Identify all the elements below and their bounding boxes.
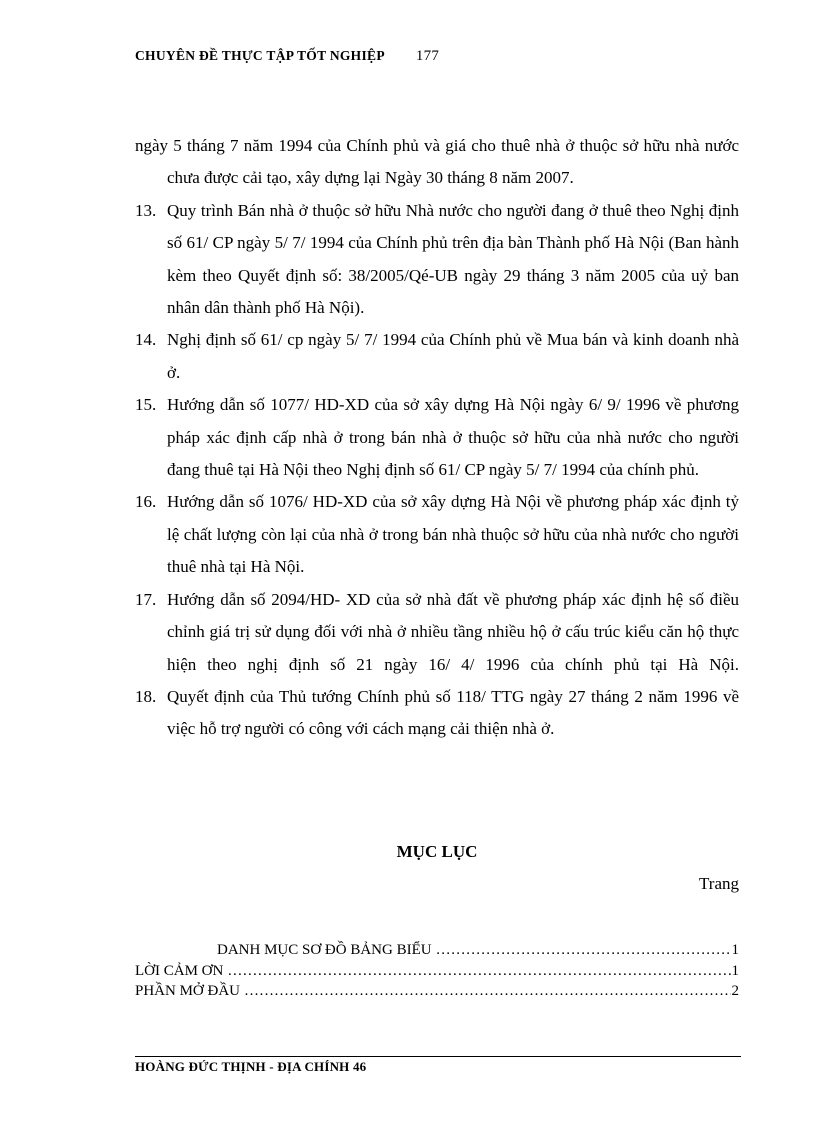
reference-list — [135, 195, 739, 746]
continued-reference — [135, 130, 739, 195]
reference-number: 17. — [135, 589, 157, 609]
toc-page-column-label: Trang — [699, 874, 739, 893]
reference-item-15 — [135, 389, 739, 486]
reference-number: 15. — [135, 395, 157, 415]
continued-line-1: ngày 5 tháng 7 năm 1994 của Chính phủ và giá cho thuê nhà ở thuộc sở hữu — [135, 136, 670, 155]
reference-item-17 — [135, 584, 739, 681]
body-text — [135, 130, 739, 746]
toc-entry[interactable] — [135, 961, 739, 982]
reference-number: 16. — [135, 492, 157, 512]
toc-entry-label: LỜI CẢM ƠN — [135, 962, 224, 979]
toc-leader-dots — [436, 940, 731, 961]
reference-text: Nghị định số 61/ cp ngày 5/ 7/ 1994 của Chính phủ về Mua bán và kinh doanh nhà ở. — [167, 330, 739, 382]
reference-item-14 — [135, 324, 739, 389]
header-title: CHUYÊN ĐỀ THỰC TẬP TỐT NGHIỆP — [135, 48, 385, 63]
toc-entry-label: DANH MỤC SƠ ĐỒ BẢNG BIỂU — [217, 942, 432, 958]
reference-text: Quy trình Bán nhà ở thuộc sở hữu Nhà nước cho người đang ở thuê theo Nghị định số 61/ CP ngày 5/ 7/ 1994 của Chính phủ trên địa bàn Thành phố Hà Nội (Ban hành kèm theo Quyết định số: 38/2005/Qé-UB ngày 29 tháng 3 năm 2005 của uỷ ban nhân dân thành phố Hà Nội). — [167, 200, 739, 318]
reference-text: Hướng dẫn số 1077/ HD-XD của sở xây dựng Hà Nội ngày 6/ 9/ 1996 về phương pháp xác định cấp nhà ở trong bán nhà ở thuộc sở hữu của nhà nước cho người đang thuê tại Hà Nội theo Nghị định số 61/ CP ngày 5/ 7/ 1994 của chính phủ. — [167, 395, 739, 480]
reference-text: Hướng dẫn số 2094/HD- XD của sở nhà đất về phương pháp xác định hệ số điều chỉnh giá trị sử dụng đối với nhà ở nhiều tầng nhiều hộ ở cấu trúc kiểu căn hộ thực hiện theo nghị định số 21 ngày 16/ 4/ 1996 của chính phủ tại Hà Nội. — [167, 589, 739, 674]
page-number: 177 — [415, 48, 440, 64]
reference-text: Hướng dẫn số 1076/ HD-XD của sở xây dựng Hà Nội về phương pháp xác định tỷ lệ chất lượng còn lại của nhà ở trong bán nhà thuộc sở hữu của nhà nước cho người thuê nhà tại Hà Nội. — [167, 492, 739, 577]
reference-item-13 — [135, 195, 739, 325]
table-of-contents — [135, 940, 739, 1002]
reference-text: Quyết định của Thủ tướng Chính phủ số 118/ TTG ngày 27 tháng 2 năm 1996 về việc hỗ trợ người có công với cách mạng cải thiện nhà ở. — [167, 686, 739, 739]
toc-title: MỤC LỤC — [396, 842, 478, 861]
toc-entry-page: 2 — [731, 983, 739, 999]
reference-number: 14. — [135, 330, 157, 350]
toc-leader-dots — [244, 981, 730, 1002]
toc-leader-dots — [227, 961, 730, 982]
running-footer: HOÀNG ĐỨC THỊNH - ĐỊA CHÍNH 46 — [135, 1059, 367, 1074]
reference-item-18 — [135, 681, 739, 746]
toc-entry-page: 1 — [731, 942, 739, 958]
continued-line-2: nhà nước chưa được cải tạo, xây dựng lại Ngày 30 tháng 8 năm 2007. — [167, 136, 739, 188]
toc-entry[interactable] — [135, 940, 739, 961]
running-header — [135, 48, 439, 65]
toc-entry-page: 1 — [731, 962, 739, 979]
reference-item-16 — [135, 486, 739, 583]
reference-number: 18. — [135, 686, 157, 706]
toc-entry[interactable] — [135, 981, 739, 1002]
footer-divider — [135, 1056, 741, 1057]
reference-number: 13. — [135, 200, 157, 220]
toc-entry-label: PHẦN MỞ ĐẦU — [135, 983, 241, 999]
